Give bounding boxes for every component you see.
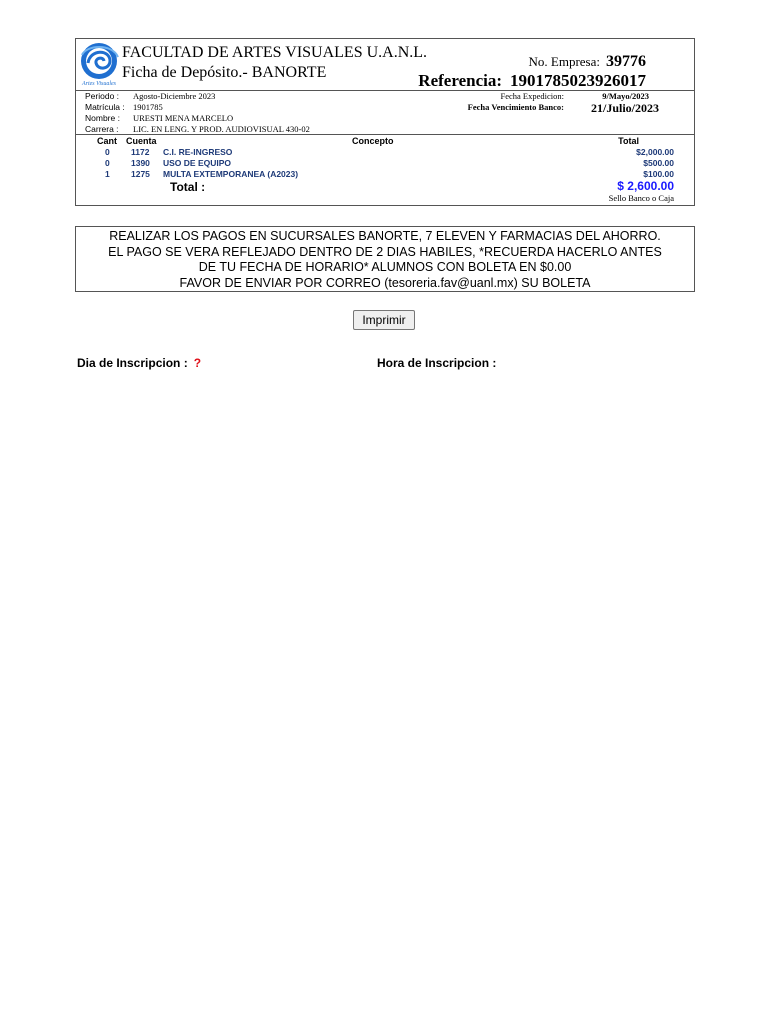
enrollment-time-label: Hora de Inscripcion : [377, 356, 497, 370]
carrera-row [85, 124, 310, 134]
enrollment-day [77, 356, 201, 370]
col-concepto-header: Concepto [352, 136, 394, 146]
col-cant-header: Cant [97, 136, 117, 146]
matricula-label: Matrícula : [85, 102, 125, 112]
matricula-row [85, 102, 163, 112]
carrera-value: LIC. EN LENG. Y PROD. AUDIOVISUAL 430-02 [133, 124, 310, 134]
deposit-slip [75, 38, 695, 206]
referencia-value: 1901785023926017 [510, 71, 646, 90]
row-total: $100.00 [643, 169, 674, 179]
vencimiento-label: Fecha Vencimiento Banco: [467, 102, 564, 112]
slip-header [76, 39, 694, 90]
table-row [76, 147, 694, 158]
row-cant: 0 [105, 158, 110, 168]
row-cuenta: 1172 [131, 147, 150, 157]
row-cuenta: 1390 [131, 158, 150, 168]
matricula-value: 1901785 [133, 102, 163, 112]
periodo-label: Periodo : [85, 91, 120, 101]
total-value: $ 2,600.00 [617, 179, 674, 193]
notice-line: FAVOR DE ENVIAR POR CORREO (tesoreria.fav@uanl.mx) SU BOLETA [179, 275, 591, 290]
notice-line: DE TU FECHA DE HORARIO* ALUMNOS CON BOLETA EN $0.00 [198, 260, 572, 274]
row-cuenta: 1275 [131, 169, 150, 179]
carrera-label: Carrera : [85, 124, 119, 134]
row-concepto: C.I. RE-INGRESO [163, 147, 233, 157]
school-logo-icon [76, 41, 122, 87]
notice-line: REALIZAR LOS PAGOS EN SUCURSALES BANORTE, 7 ELEVEN Y FARMACIAS DEL AHORRO. [109, 229, 661, 243]
student-info [76, 90, 694, 135]
expedicion-value: 9/Mayo/2023 [602, 91, 649, 101]
row-concepto: MULTA EXTEMPORANEA (A2023) [163, 169, 299, 179]
col-total-header: Total [618, 136, 639, 146]
referencia-label: Referencia: [418, 71, 502, 90]
payment-notice [75, 226, 695, 292]
notice-line: EL PAGO SE VERA REFLEJADO DENTRO DE 2 DIAS HABILES, *RECUERDA HACERLO ANTES [108, 244, 662, 259]
row-total: $2,000.00 [636, 147, 674, 157]
periodo-row [85, 91, 215, 101]
total-label: Total : [170, 180, 206, 194]
print-button[interactable]: Imprimir [353, 310, 415, 330]
slip-title: Ficha de Depósito.- BANORTE [122, 64, 327, 81]
row-concepto: USO DE EQUIPO [163, 158, 232, 168]
reference-number [418, 71, 646, 91]
nombre-row [85, 113, 233, 123]
bank-stamp-label: Sello Banco o Caja [608, 193, 674, 203]
empresa-number [529, 53, 646, 71]
nombre-value: URESTI MENA MARCELO [133, 113, 234, 123]
periodo-value: Agosto-Diciembre 2023 [133, 91, 216, 101]
empresa-label: No. Empresa: [528, 54, 600, 69]
enrollment-day-value: ? [193, 356, 202, 370]
row-total: $500.00 [643, 158, 674, 168]
expedicion-label: Fecha Expedicion: [500, 91, 564, 101]
vencimiento-value: 21/Julio/2023 [590, 101, 659, 115]
table-row [76, 169, 694, 180]
empresa-value: 39776 [606, 53, 646, 70]
table-row [76, 158, 694, 169]
row-cant: 1 [105, 169, 110, 179]
school-name: FACULTAD DE ARTES VISUALES U.A.N.L. [122, 44, 428, 61]
col-cuenta-header: Cuenta [126, 136, 157, 146]
nombre-label: Nombre : [85, 113, 120, 123]
logo-text: Artes Visuales [81, 81, 117, 87]
row-cant: 0 [105, 147, 110, 157]
enrollment-day-label: Dia de Inscripcion : [77, 356, 188, 370]
